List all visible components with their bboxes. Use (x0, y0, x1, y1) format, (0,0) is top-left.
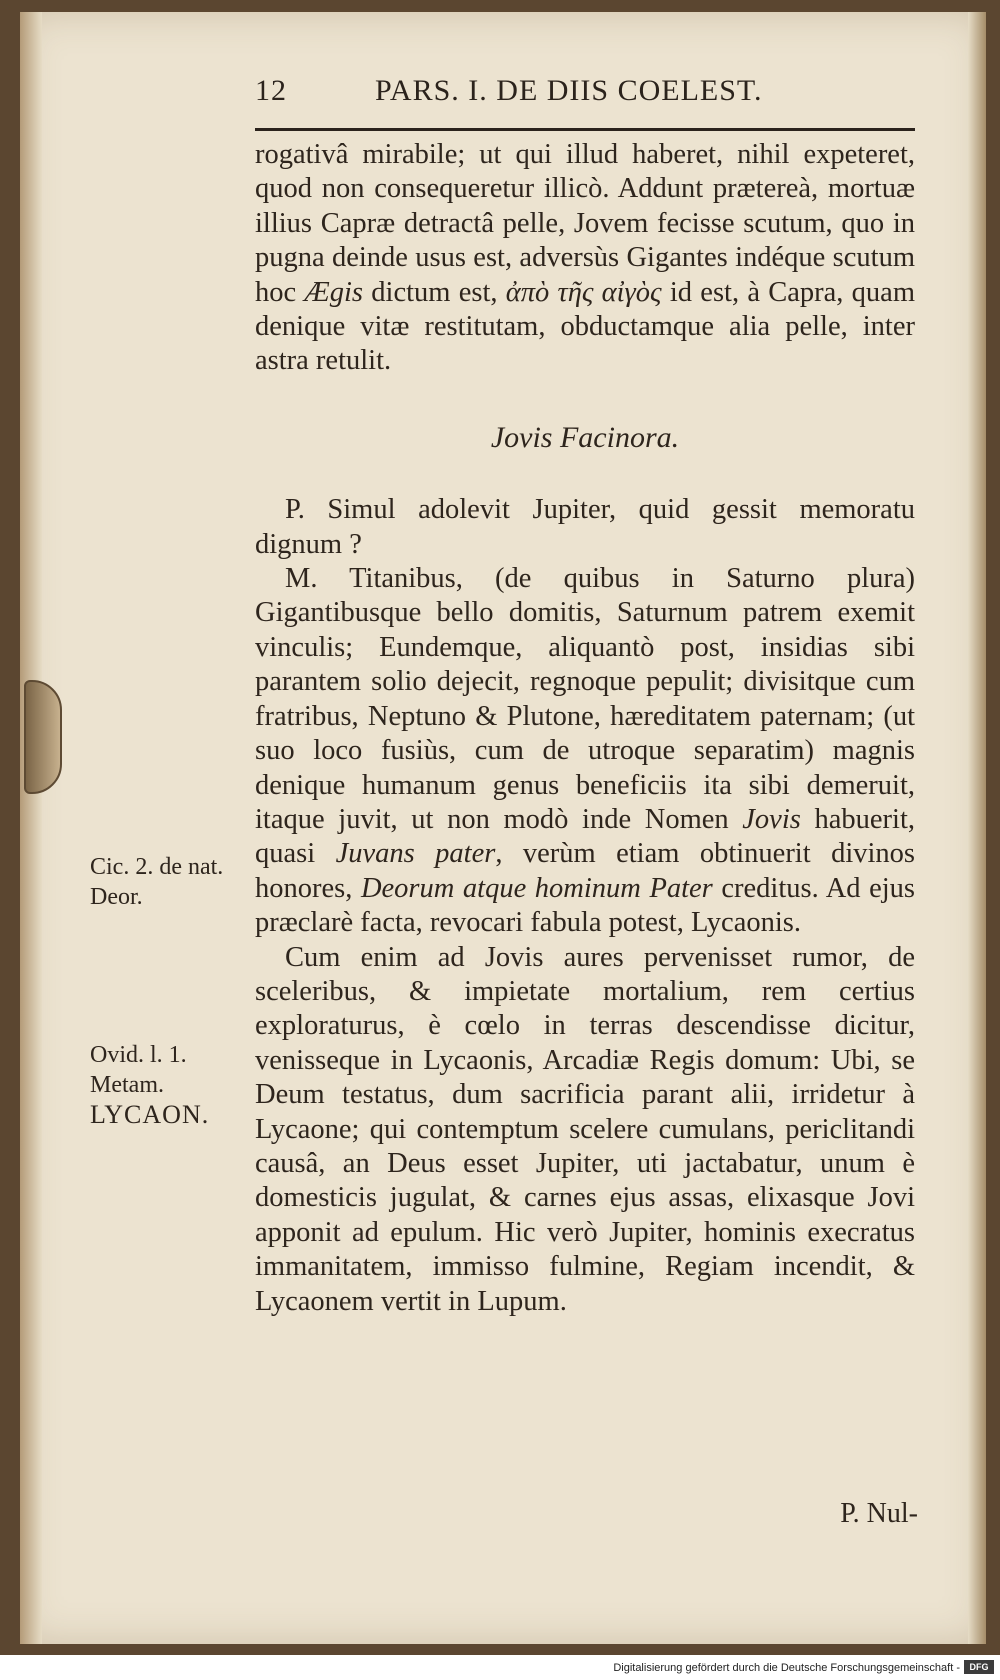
header-rule (255, 128, 915, 131)
main-text (255, 138, 915, 1319)
answer-paragraph: M. Titanibus, (de quibus in Saturno plura) Gigantibusque bello domitis, Saturnum patrem exemit vinculis; Eundemque, aliquantò post, insidias sibi parantem solio dejecit, regnoque pepulit; divisitque cum fratribus, Neptuno & Plutone, hæreditatem paternam; (ut suo loco fusiùs, cum de utroque separatim) magnis denique humanum genus beneficiis ita sibi demeruit, itaque juvit, ut non modò inde Nomen Jovis habuerit, quasi Juvans pater, verùm etiam obtinuerit divinos honores, Deorum atque hominum Pater creditus. Ad ejus præclarè facta, revocari fabula potest, Lycaonis. (255, 563, 916, 939)
margin-note-cicero: Cic. 2. de nat. Deor. (90, 854, 224, 910)
word-jovis: Jovis (742, 803, 801, 835)
question-paragraph: P. Simul adolevit Jupiter, quid gessit memoratu dignum ? (255, 494, 915, 560)
margin-note-lycaon: LYCAON. (90, 1100, 210, 1129)
catchword: P. Nul- (840, 1498, 918, 1529)
word-aegis: Ægis (304, 276, 364, 308)
margin-note-ovid: Ovid. l. 1. Metam. (90, 1042, 187, 1098)
phrase-deorum: Deorum atque hominum Pater (360, 872, 713, 904)
footer-bar (0, 1655, 1000, 1680)
book-clasp (24, 680, 62, 794)
paragraph-aegis: rogativâ mirabile; ut qui illud haberet, nihil expeteret, quod non consequeretur illicò. Addunt prætereà, mortuæ illius Capræ detractâ pelle, Jovem fecisse scutum, quo in pugna deinde usus est, adversùs Gigantes indéque scutum hoc Ægis dictum est, ἀπὸ τῆς αἰγὸς id est, à Capra, quam denique vitæ restitutam, obductamque alia pelle, inter astra retulit. (255, 139, 916, 377)
phrase-juvans-pater: Juvans pater (335, 838, 496, 870)
greek-phrase: ἀπὸ τῆς αἰγὸς (505, 276, 662, 308)
running-title: PARS. I. DE DIIS COELEST. (375, 74, 763, 107)
footer-credit: Digitalisierung gefördert durch die Deutsche Forschungsgemeinschaft - (613, 1662, 960, 1674)
section-heading: Jovis Facinora. (490, 420, 680, 454)
page-number: 12 (255, 74, 287, 107)
page-edge-left (20, 12, 42, 1644)
lycaon-paragraph: Cum enim ad Jovis aures pervenisset rumor, de sceleribus, & impietate mortalium, rem certius exploraturus, è cœlo in terras descendisse dicitur, venisseque in Lycaonis, Arcadiæ Regis domum: Ubi, se Deum testatus, dum sacrificia parant alii, irridetur à Lycaone; qui contemptum scelere cumulans, periclitandi causâ, an Deus esset Jupiter, uti jactabatur, unum è domesticis jugulat, & carnes ejus assas, elixasque Jovi apponit ad epulum. Hic verò Jupiter, hominis execratus immanitatem, immisso fulmine, Regiam incendit, & Lycaonem vertit in Lupum. (255, 941, 915, 1317)
dfg-logo: DFG (964, 1660, 994, 1674)
page-edge-right (968, 12, 986, 1644)
